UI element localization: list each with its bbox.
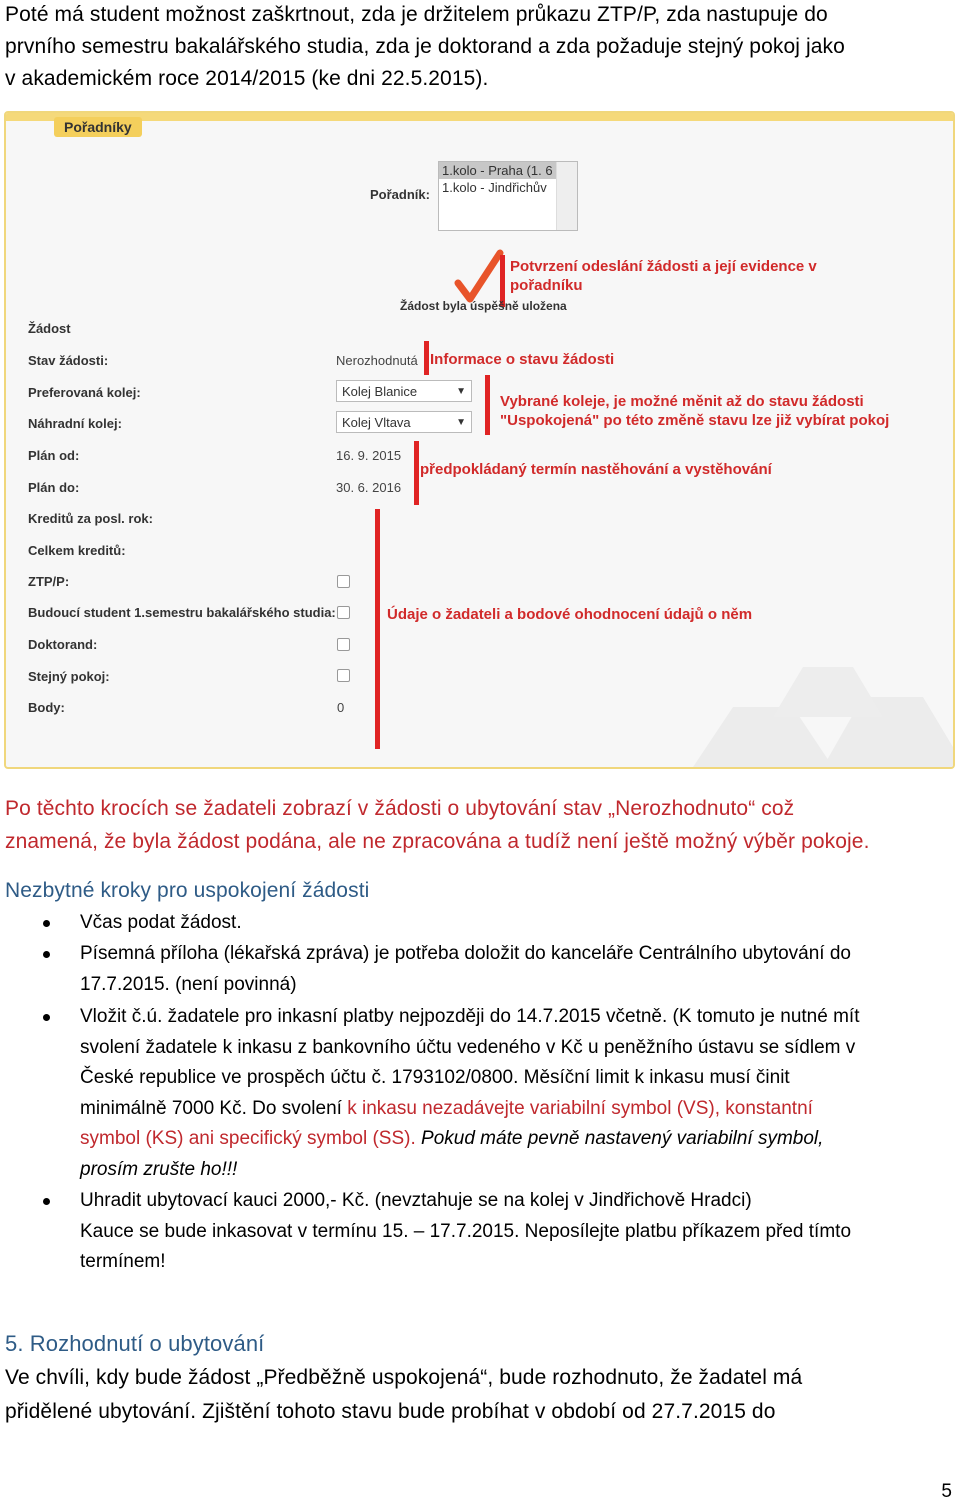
field-label-doktorand: Doktorand:: [28, 637, 98, 652]
annotation-colleges-1: Vybrané koleje, je možné měnit až do stavu žádosti: [500, 393, 864, 410]
warning-text: k inkasu nezadávejte variabilní symbol (VS), konstantní: [347, 1097, 813, 1119]
section-number: 5.: [5, 1331, 24, 1356]
field-label-kredity-rok: Kreditů za posl. rok:: [28, 511, 153, 526]
alternate-college-select[interactable]: [336, 411, 472, 433]
bullet-icon: [43, 1198, 50, 1205]
status-note-line-1: Po těchto krocích se žadateli zobrazí v žádosti o ubytování stav „Nerozhodnuto“ což: [5, 797, 795, 820]
status-value: Nerozhodnutá: [336, 353, 418, 368]
list-item-text: Písemná příloha (lékařská zpráva) je potřeba doložit do kanceláře Centrálního ubytování do: [80, 943, 851, 964]
tab-poradniky[interactable]: Pořadníky: [54, 117, 142, 137]
list-item-text: 17.7.2015. (není povinná): [80, 973, 297, 995]
field-label-stejny-pokoj: Stejný pokoj:: [28, 669, 110, 684]
list-item-text: [80, 1124, 952, 1155]
bullet-icon: [43, 951, 50, 958]
confirm-title-2: pořadníku: [510, 277, 583, 294]
poradnik-listbox[interactable]: [438, 161, 578, 231]
annotation-dates: předpokládaný termín nastěhování a vystěhování: [420, 461, 772, 478]
section-5-heading: [5, 1327, 955, 1360]
list-item-text: termínem!: [80, 1251, 166, 1272]
preferred-college-value: Kolej Blanice: [342, 384, 418, 399]
field-label-ztpp: ZTP/P:: [28, 574, 70, 589]
annotation-status: Informace o stavu žádosti: [430, 351, 615, 368]
decorative-graphic: [653, 647, 953, 767]
list-item-text: [80, 1094, 952, 1125]
tab-strip: [6, 113, 953, 121]
list-item-text: Vložit č.ú. žadatele pro inkasní platby nejpozději do 14.7.2015 včetně. (K tomuto je nutné mít: [80, 1006, 860, 1027]
annotation-bar: [414, 441, 419, 505]
section-5-line-1: Ve chvíli, kdy bude žádost „Předběžně uspokojená“, bude rozhodnuto, že žadatel má: [5, 1366, 803, 1389]
list-item: [80, 908, 952, 939]
intro-line-1: Poté má student možnost zaškrtnout, zda je držitelem průkazu ZTP/P, zda nastupuje do: [5, 3, 828, 26]
chevron-down-icon: ▼: [456, 417, 466, 428]
section-5-line-2: přidělené ubytování. Zjištění tohoto stavu bude probíhat v období od 27.7.2015 do: [5, 1400, 776, 1423]
poradnik-option-1[interactable]: 1.kolo - Praha (1. 6: [439, 162, 559, 179]
annotation-bar: [375, 509, 380, 749]
poradnik-option-2[interactable]: 1.kolo - Jindřichův: [442, 180, 547, 195]
ztpp-checkbox[interactable]: [337, 575, 350, 588]
list-item: [80, 939, 952, 1000]
alternate-college-value: Kolej Vltava: [342, 415, 411, 430]
warning-text: symbol (KS) ani specifický symbol (SS).: [80, 1128, 416, 1149]
saved-note: Žádost byla úspěšně uložena: [400, 299, 567, 313]
list-item-text: České republice ve prospěch účtu č. 1793102/0800. Měsíční limit k inkasu musí činit: [80, 1067, 790, 1088]
intro-line-2: prvního semestru bakalářského studia, zda je doktorand a zda požaduje stejný pokoj jako: [5, 35, 845, 58]
annotation-colleges-2: "Uspokojená" po této změně stavu lze již vybírat pokoj: [500, 412, 890, 429]
italic-note: Pokud máte pevně nastavený variabilní symbol,: [415, 1128, 824, 1149]
bullet-icon: [43, 1014, 50, 1021]
doktorand-checkbox[interactable]: [337, 638, 350, 651]
status-note-line-2: znamená, že byla žádost podána, ale ne zpracována a tudíž není ještě možný výběr pokoje.: [5, 830, 870, 853]
annotation-bar: [424, 341, 429, 375]
section-title: Rozhodnutí o ubytování: [29, 1331, 265, 1356]
preferred-college-select[interactable]: [336, 380, 472, 402]
annotation-bar: [485, 375, 490, 435]
field-label-budouci-student: Budoucí student 1.semestru bakalářského studia:: [28, 605, 336, 620]
points-value: 0: [337, 700, 345, 715]
list-item-text-part: minimálně 7000 Kč. Do svolení: [80, 1097, 348, 1119]
application-screenshot: [4, 111, 955, 769]
italic-note: prosím zrušte ho!!!: [80, 1158, 238, 1180]
bullet-icon: [43, 920, 50, 927]
list-item: [80, 1002, 952, 1185]
chevron-down-icon: ▼: [456, 386, 466, 397]
list-item-text: Včas podat žádost.: [80, 912, 242, 933]
field-label-plan-od: Plán od:: [28, 448, 80, 463]
steps-heading: Nezbytné kroky pro uspokojení žádosti: [5, 879, 370, 902]
list-item: [80, 1186, 952, 1278]
intro-line-3: v akademickém roce 2014/2015 (ke dni 22.5.2015).: [5, 67, 489, 90]
list-item-text: Kauce se bude inkasovat v termínu 15. – 17.7.2015. Neposílejte platbu příkazem před tímto: [80, 1220, 852, 1242]
first-semester-checkbox[interactable]: [337, 606, 350, 619]
same-room-checkbox[interactable]: [337, 669, 350, 682]
listbox-scrollbar[interactable]: [556, 162, 577, 230]
field-label-nahradni: Náhradní kolej:: [28, 416, 122, 431]
list-item-text: Uhradit ubytovací kauci 2000,- Kč. (nevztahuje se na kolej v Jindřichově Hradci): [80, 1190, 752, 1211]
annotation-applicant-data: Údaje o žadateli a bodové ohodnocení údajů o něm: [387, 606, 753, 623]
field-label-kredity-celkem: Celkem kreditů:: [28, 543, 126, 558]
field-label-stav: Stav žádosti:: [28, 353, 109, 368]
page-number: 5: [941, 1481, 952, 1502]
field-label-plan-do: Plán do:: [28, 480, 80, 495]
field-label-preferovana: Preferovaná kolej:: [28, 385, 141, 400]
plan-to-value: 30. 6. 2016: [336, 480, 402, 495]
field-label-body: Body:: [28, 700, 65, 715]
poradnik-label: Pořadník:: [370, 187, 430, 202]
list-item-text: svolení žadatele k inkasu z bankovního účtu vedeného v Kč u peněžního ústavu se sídlem v: [80, 1036, 856, 1058]
plan-from-value: 16. 9. 2015: [336, 448, 402, 463]
section-label-zadost: Žádost: [28, 321, 71, 336]
confirm-title-1: Potvrzení odeslání žádosti a její evidence v: [510, 258, 817, 275]
